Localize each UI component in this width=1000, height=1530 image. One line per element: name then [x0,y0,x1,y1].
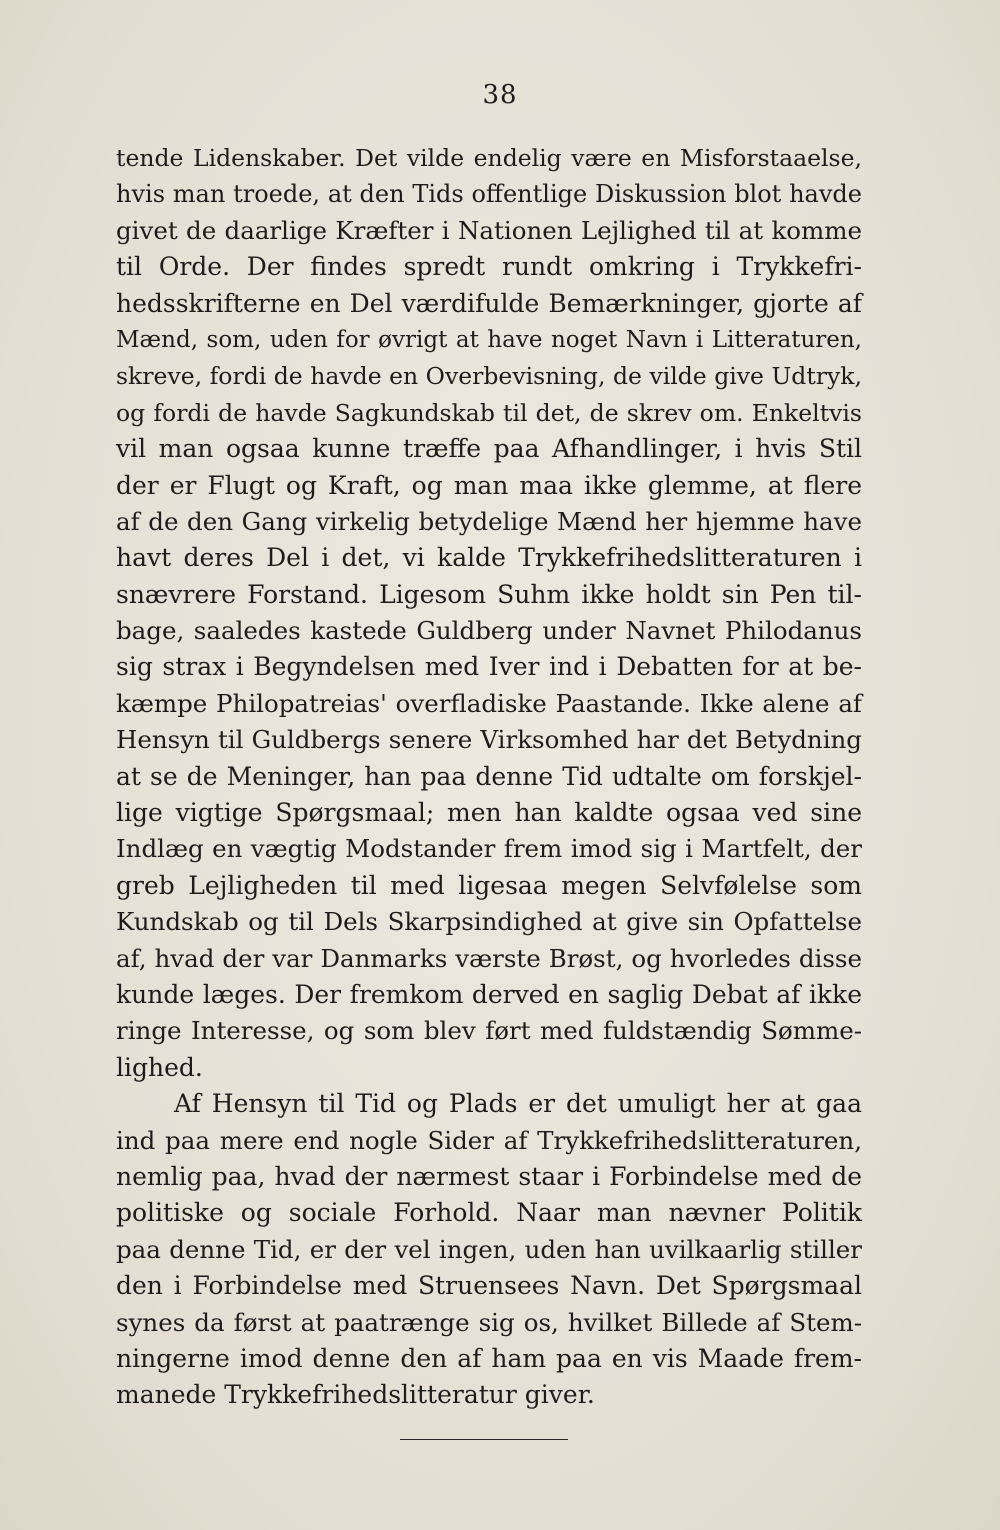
text-line: greb Lejligheden til med ligesaa megen Selvfølelse som [116,870,862,900]
text-line: Indlæg en vægtig Modstander frem imod sig i Martfelt, der [116,834,862,864]
text-line: bage, saaledes kastede Guldberg under Navnet Philodanus [116,616,862,646]
text-line: til Orde. Der findes spredt rundt omkring i Trykkefri- [116,252,862,282]
text-line: paa denne Tid, er der vel ingen, uden han uvilkaarlig stiller [116,1234,862,1264]
text-line: at se de Meninger, han paa denne Tid udtalte om forskjel- [116,761,862,791]
text-line: manede Trykkefrihedslitteratur giver. [116,1380,595,1410]
text-line: havt deres Del i det, vi kalde Trykkefrihedslitteraturen i [116,543,862,573]
text-line: lighed. [116,1052,203,1082]
text-line: hvis man troede, at den Tids offentlige Diskussion blot havde [116,180,862,209]
text-line: nemlig paa, hvad der nærmest staar i Forbindelse med de [116,1161,862,1191]
text-line: af, hvad der var Danmarks værste Brøst, og hvorledes disse [116,943,862,973]
text-line: kunde læges. Der fremkom derved en saglig Debat af ikke [116,979,862,1009]
text-line: Kundskab og til Dels Skarpsindighed at give sin Opfattelse [116,907,862,937]
text-line: af de den Gang virkelig betydelige Mænd her hjemme have [116,506,862,536]
text-line: snævrere Forstand. Ligesom Suhm ikke holdt sin Pen til- [116,579,862,609]
text-line: sig strax i Begyndelsen med Iver ind i Debatten for at be- [116,652,862,682]
page-number: 38 [482,80,518,110]
text-line: hedsskrifterne en Del værdifulde Bemærkninger, gjorte af [116,288,862,318]
text-line: der er Flugt og Kraft, og man maa ikke glemme, at flere [116,470,862,500]
text-line: Hensyn til Guldbergs senere Virksomhed har det Betydning [116,725,862,755]
text-line: givet de daarlige Kræfter i Nationen Lejlighed til at komme [116,215,862,245]
text-line: politiske og sociale Forhold. Naar man nævner Politik [116,1198,862,1228]
text-line: Af Hensyn til Tid og Plads er det umuligt her at gaa [174,1089,862,1119]
text-line: Mænd, som, uden for øvrigt at have noget Navn i Litteraturen, [116,326,862,353]
body-text [116,140,862,1414]
text-line: synes da først at paatrænge sig os, hvilket Billede af Stem- [116,1307,862,1337]
text-line: ringe Interesse, og som blev ført med fuldstændig Sømme- [116,1016,862,1046]
paragraph-2 [116,1086,862,1414]
text-line: ningerne imod denne den af ham paa en vis Maade frem- [116,1343,862,1373]
text-line: lige vigtige Spørgsmaal; men han kaldte ogsaa ved sine [116,798,862,828]
text-line: skreve, fordi de havde en Overbevisning, de vilde give Udtryk, [116,362,862,391]
text-line: ind paa mere end nogle Sider af Trykkefrihedslitteraturen, [116,1125,862,1155]
text-line: vil man ogsaa kunne træffe paa Afhandlinger, i hvis Stil [116,434,862,464]
text-line: kæmpe Philopatreias' overfladiske Paastande. Ikke alene af [116,688,862,718]
text-line: tende Lidenskaber. Det vilde endelig være en Misforstaaelse, [116,144,862,172]
text-line: den i Forbindelse med Struensees Navn. Det Spørgsmaal [116,1271,862,1301]
text-line: og fordi de havde Sagkundskab til det, de skrev om. Enkeltvis [116,398,862,427]
end-rule [400,1439,568,1440]
paragraph-1 [116,140,862,1086]
